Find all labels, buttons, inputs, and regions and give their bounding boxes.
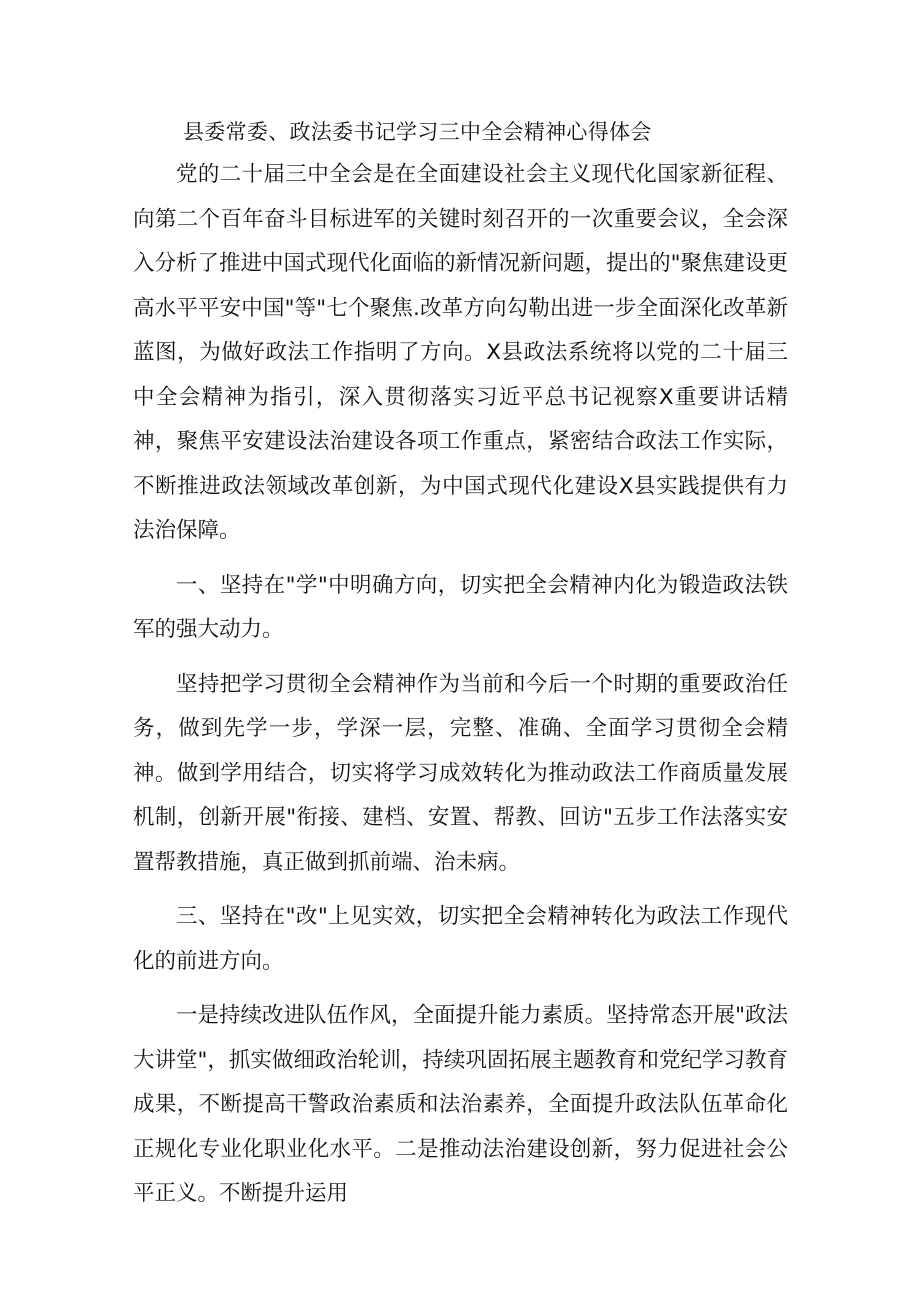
document-body — [133, 112, 788, 1217]
paragraph-study: 坚持把学习贯彻全会精神作为当前和今后一个时期的重要政治任务，做到先学一步，学深一层，完整、准确、全面学习贯彻全会精神。做到学用结合，切实将学习成效转化为推动政法工作商质量发展机制，创新开展"衔接、建档、安置、帮教、回访"五步工作法落实安置帮教措施，真正做到抓前端、治未病。 — [133, 671, 788, 875]
document-title: 县委常委、政法委书记学习三中全会精神心得体会 — [183, 120, 652, 144]
section-heading-1: 一、坚持在"学"中明确方向，切实把全会精神内化为锻造政法铁军的强大动力。 — [133, 572, 788, 642]
paragraph-intro: 党的二十届三中全会是在全面建设社会主义现代化国家新征程、向第二个百年奋斗目标进军的关键时刻召开的一次重要会议，全会深入分析了推进中国式现代化面临的新情况新问题，提出的"聚焦建设更高水平平安中国"等"七个聚焦.改革方向勾勒出进一步全面深化改革新蓝图，为做好政法工作指明了方向。X县政法系统将以党的二十届三中全会精神为指引，深入贯彻落实习近平总书记视察X重要讲话精神，聚焦平安建设法治建设各项工作重点，紧密结合政法工作实际，不断推进政法领域改革创新，为中国式现代化建设X县实践提供有力法治保障。 — [133, 162, 788, 543]
paragraph-reform: 一是持续改进队伍作风，全面提升能力素质。坚持常态开展"政法大讲堂"，抓实做细政治轮训，持续巩固拓展主题教育和党纪学习教育成果，不断提高干警政治素质和法治素养，全面提升政法队伍革命化正规化专业化职业化水平。二是推动法治建设创新，努力促进社会公平正义。不断提升运用 — [133, 1003, 788, 1206]
section-heading-3: 三、坚持在"改"上见实效，切实把全会精神转化为政法工作现代化的前进方向。 — [133, 904, 788, 974]
